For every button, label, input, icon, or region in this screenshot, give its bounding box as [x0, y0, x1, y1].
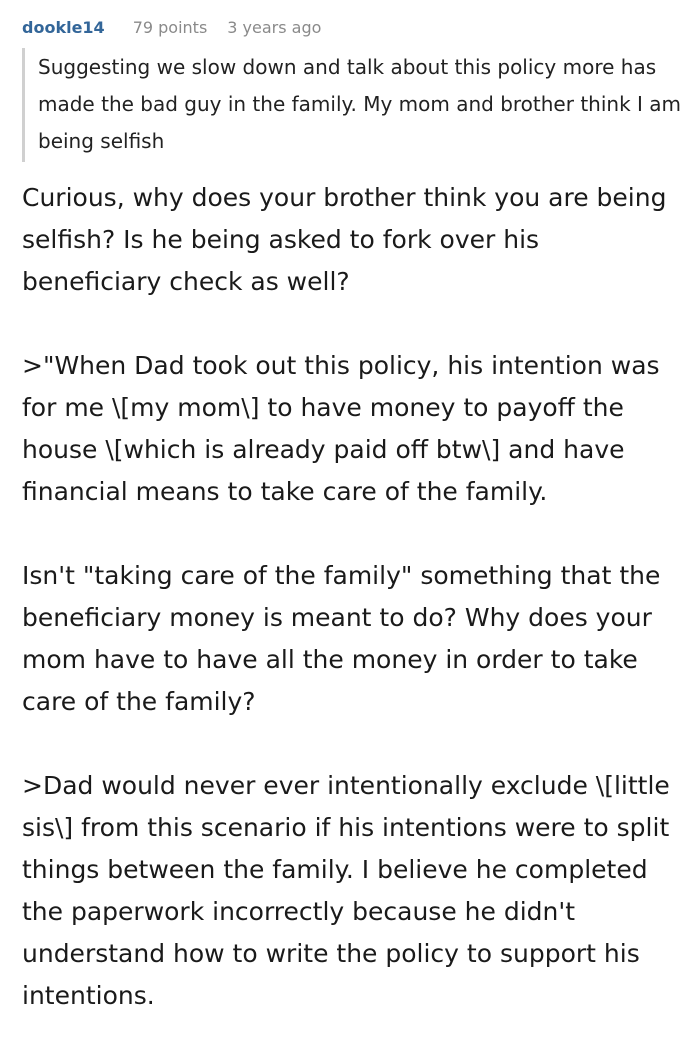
comment-body [22, 177, 682, 1017]
comment-paragraph: >Dad would never ever intentionally exclude \[little sis\] from this scenario if his intentions were to split things between the family. I believe he completed the paperwork incorrectly because he didn't understand how to write the policy to support his intentions. [22, 771, 670, 1010]
comment-paragraph: Curious, why does your brother think you are being selfish? Is he being asked to fork over his beneficiary check as well? [22, 183, 667, 296]
username-link[interactable]: dookle14 [22, 18, 105, 37]
comment-paragraph: >"When Dad took out this policy, his intention was for me \[my mom\] to have money to payoff the house \[which is already paid off btw\] and have financial means to take care of the family. [22, 351, 660, 506]
points-count: 79 points [132, 18, 208, 37]
comment-paragraph: Isn't "taking care of the family" something that the beneficiary money is meant to do? Why does your mom have to have all the money in order to take care of the family? [22, 561, 661, 716]
quoted-text: Suggesting we slow down and talk about this policy more has made the bad guy in the family. My mom and brother think I am being selfish [22, 48, 682, 162]
comment-timestamp: 3 years ago [227, 18, 322, 37]
comment-meta [22, 18, 682, 44]
comment [22, 18, 682, 1017]
